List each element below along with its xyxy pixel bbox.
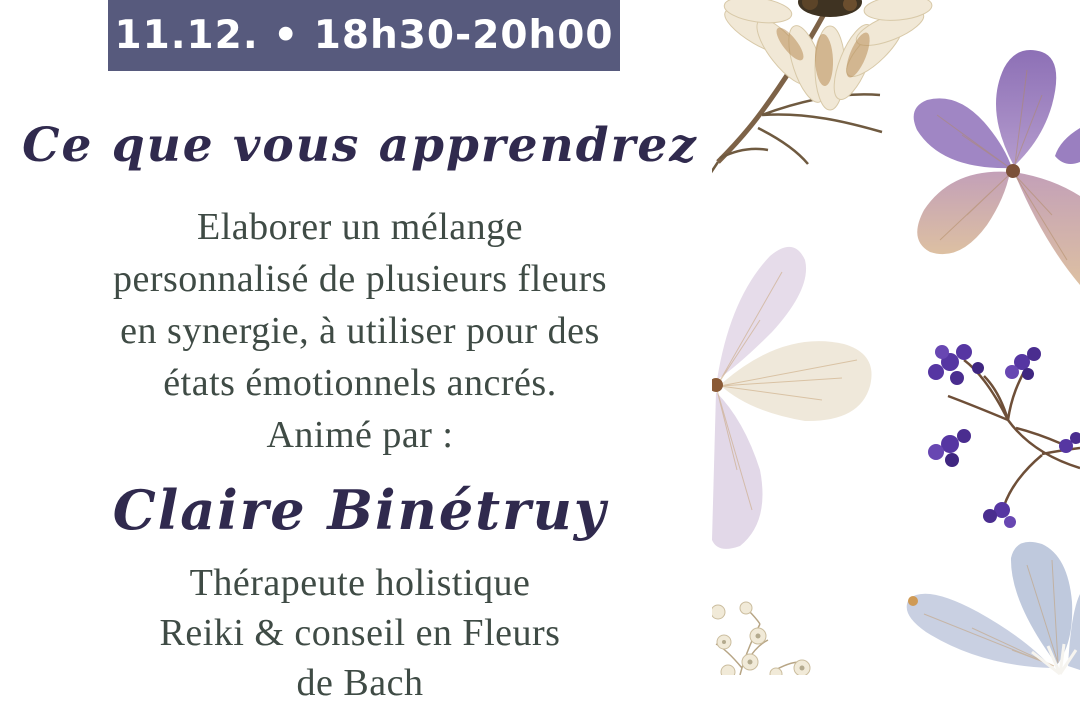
description-paragraph <box>0 201 720 461</box>
description-line: en synergie, à utiliser pour des <box>120 310 600 352</box>
presenter-titles <box>0 558 720 708</box>
pressed-flowers-panel <box>712 0 1080 675</box>
purple-hydrangea-flower <box>914 50 1080 285</box>
section-heading: Ce que vous apprendrez <box>22 118 698 173</box>
presenter-title-line: Reiki & conseil en Fleurs <box>159 612 561 654</box>
hosted-by-line: Animé par : <box>266 414 454 456</box>
description-line: états émotionnels ancrés. <box>163 362 557 404</box>
description-line: Elaborer un mélange <box>196 206 524 248</box>
pale-hydrangea-petals <box>712 247 872 549</box>
purple-statice-cluster <box>928 344 1080 528</box>
presenter-title-line: Thérapeute holistique <box>189 562 531 604</box>
date-time-banner <box>108 0 620 71</box>
white-cosmos-flower <box>712 0 933 174</box>
date-time-text: 11.12. • 18h30-20h00 <box>114 13 614 58</box>
presenter-name: Claire Binétruy <box>112 478 608 542</box>
blue-hydrangea-petals <box>907 542 1080 674</box>
presenter-title-line: de Bach <box>296 662 424 704</box>
description-line: personnalisé de plusieurs fleurs <box>112 258 608 300</box>
babys-breath-sprigs <box>712 602 810 675</box>
